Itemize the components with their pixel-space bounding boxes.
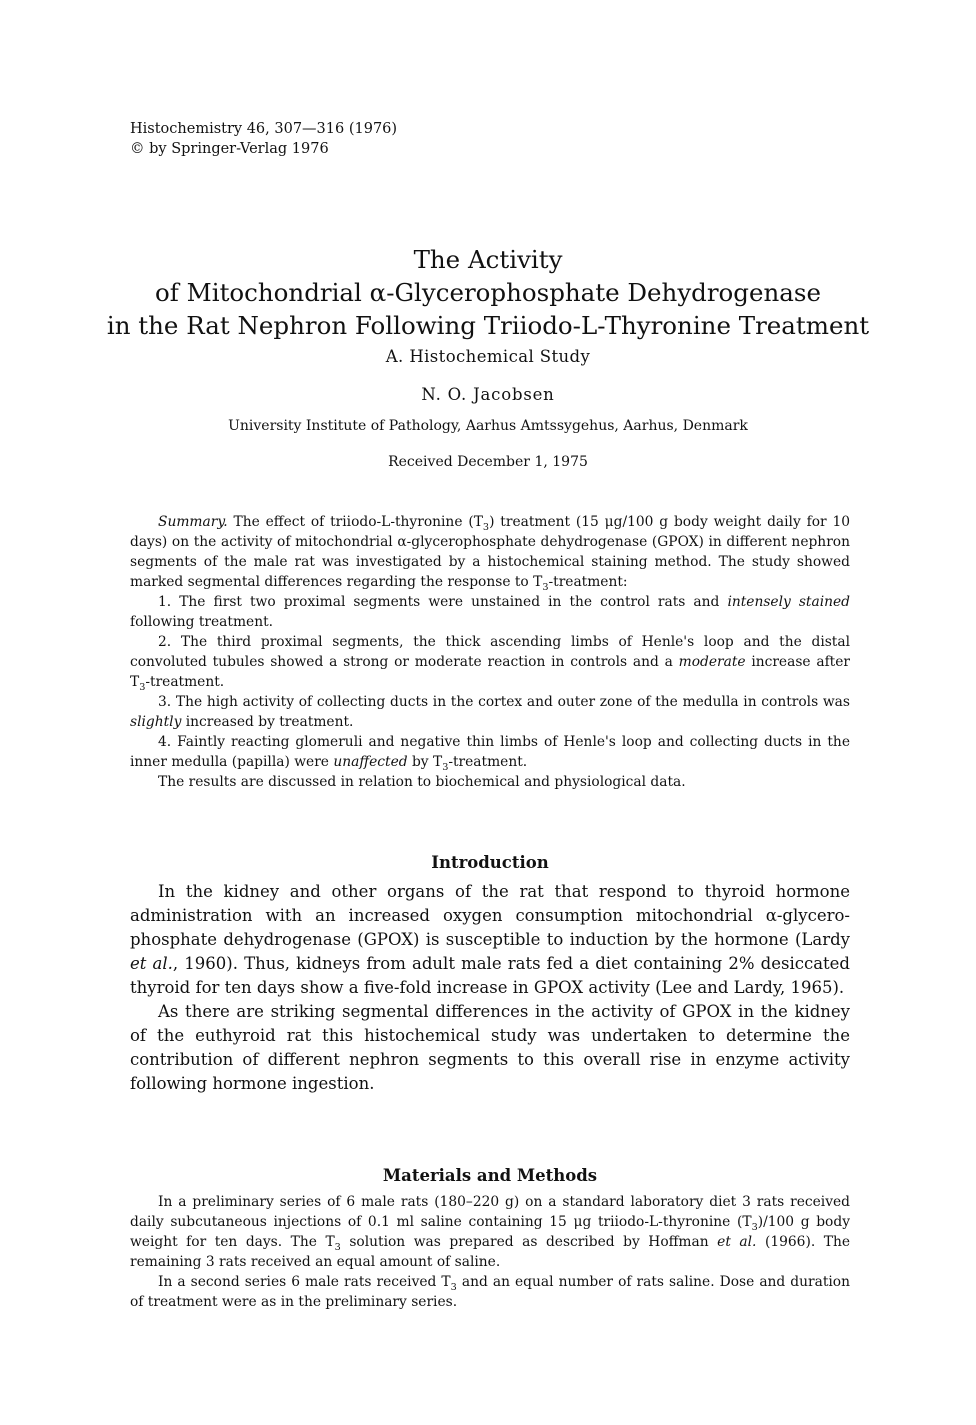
- methods-heading: Materials and Methods: [382, 1166, 598, 1185]
- journal-citation: Histochemistry 46, 307—316 (1976): [130, 121, 398, 137]
- subtitle: A. Histochemical Study: [385, 347, 591, 366]
- introduction-heading: Introduction: [431, 853, 549, 872]
- summary-paragraph: Summary. The effect of triiodo-L-thyronine $(T_3)$ treatment (15 μg/100 g body weight daily for 10 days) on the activity of mitochondrial α-glycerophosphate dehydrogenase (GPOX) in different nephron segments of the male rat was investigated by a histochemical staining method. The study showed marked segmental differences regarding the response to $T_3$-treatment:: [130, 514, 850, 593]
- summary-item-2: 2. The third proximal segments, the thick ascending limbs of Henle's loop and the distal convoluted tubules showed a strong or moderate reaction in controls and a moderate increase after $T_3$-treatment.: [130, 634, 850, 693]
- summary-item-3: 3. The high activity of collecting ducts in the cortex and outer zone of the medulla in controls was slightly increased by treatment.: [130, 694, 850, 730]
- methods-body: [130, 1192, 850, 1312]
- title-line-1: The Activity: [413, 245, 563, 274]
- copyright-line: © by Springer-Verlag 1976: [130, 141, 329, 157]
- affiliation: University Institute of Pathology, Aarhus Amtssygehus, Aarhus, Denmark: [228, 418, 748, 434]
- summary-item-1: 1. The first two proximal segments were unstained in the control rats and intensely stained following treatment.: [130, 594, 850, 630]
- summary: [130, 512, 850, 792]
- introduction-body: [130, 880, 850, 1096]
- summary-item-4: 4. Faintly reacting glomeruli and negative thin limbs of Henle's loop and collecting ducts in the inner medulla (papilla) were unaffected by $T_3$-treatment.: [130, 734, 850, 773]
- methods-paragraph-2: In a second series 6 male rats received $T_3$ and an equal number of rats saline. Dose and duration of treatment were as in the preliminary series.: [130, 1274, 850, 1310]
- methods-paragraph-1: In a preliminary series of 6 male rats (180–220 g) on a standard laboratory diet 3 rats received daily subcutaneous injections of 0.1 ml saline containing 15 μg triiodo-L-thyronine $(T_3)/100$ g body weight for ten days. The $T_3$ solution was prepared as described by Hoffman et al. (1966). The remaining 3 rats received an equal amount of saline.: [130, 1194, 850, 1270]
- title-line-2: of Mitochondrial α-Glycerophosphate Dehydrogenase: [155, 278, 821, 307]
- journal-header: [130, 119, 397, 159]
- intro-paragraph-2: As there are striking segmental differences in the activity of GPOX in the kidney of the euthyroid rat this histochemical study was undertaken to determine the contribution of different nephron segments to this overall rise in enzyme activity following hormone ingestion.: [130, 1002, 850, 1093]
- title-line-3: in the Rat Nephron Following Triiodo-L-Thyronine Treatment: [106, 311, 870, 340]
- summary-label: Summary.: [158, 514, 228, 530]
- author: N. O. Jacobsen: [421, 385, 555, 404]
- title-block: [100, 243, 876, 472]
- summary-closing: The results are discussed in relation to biochemical and physiological data.: [158, 774, 686, 790]
- intro-paragraph-1: In the kidney and other organs of the rat that respond to thyroid hormone administration with an increased oxygen consumption mitochondrial α-glycero-phosphate dehydrogenase (GPOX) is susceptible to induction by the hormone (Lardy et al., 1960). Thus, kidneys from adult male rats fed a diet containing 2% desiccated thyroid for ten days show a five-fold increase in GPOX activity (Lee and Lardy, 1965).: [130, 882, 850, 997]
- received-date: Received December 1, 1975: [388, 454, 588, 470]
